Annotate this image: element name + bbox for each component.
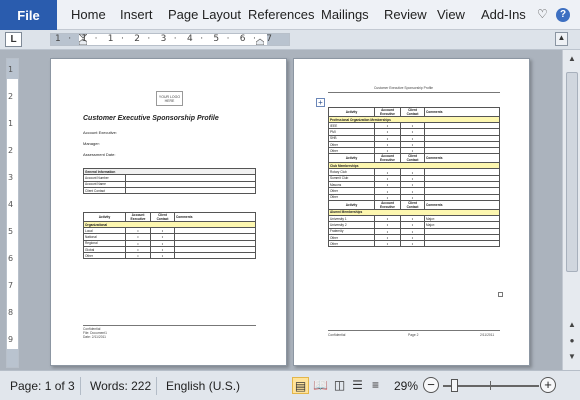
table-cell: Other: [329, 141, 375, 147]
tab-home[interactable]: Home: [71, 7, 106, 22]
right-indent-marker[interactable]: [256, 34, 264, 45]
ruler-tick-label: 2: [134, 34, 140, 44]
table-cell: •: [126, 253, 151, 259]
ruler-tick-label: ·: [121, 34, 124, 44]
ruler-tick-label: 6: [239, 34, 246, 44]
document-title: Customer Executive Sponsorship Profile: [83, 115, 219, 122]
table-cell: Global: [84, 246, 126, 252]
page-header-text: Customer Executive Sponsorship Profile: [374, 86, 434, 90]
draft-icon[interactable]: ≡: [371, 378, 379, 392]
table-header: Activity: [329, 200, 375, 209]
ruler-tick-label: 8: [8, 308, 14, 317]
table-cell: •: [375, 182, 401, 188]
zoom-slider-thumb[interactable]: [451, 379, 458, 392]
ruler-tick-label: ·: [147, 34, 151, 44]
ruler-tick-label: ·: [253, 34, 256, 44]
web-layout-icon[interactable]: ◫: [333, 378, 346, 392]
footer-text: Date: 2/11/2011: [83, 335, 106, 339]
table-cell: Fraternity: [329, 228, 375, 234]
table-cell: •: [375, 234, 401, 240]
tab-review[interactable]: Review: [384, 7, 427, 22]
ruler-tick-label: 7: [266, 34, 272, 44]
table-move-handle-icon[interactable]: +: [316, 98, 325, 107]
tab-add-ins[interactable]: Add-Ins: [481, 7, 526, 22]
page-count[interactable]: Page: 1 of 3: [10, 379, 75, 393]
horizontal-ruler[interactable]: [50, 33, 290, 46]
section-row: Alumni Memberships: [329, 209, 500, 215]
ruler-tick-label: 1: [107, 34, 114, 44]
table-cell: •: [151, 253, 175, 259]
table-cell: SHB: [329, 135, 375, 141]
table-header: Activity: [84, 213, 126, 222]
vertical-scrollbar[interactable]: [562, 50, 580, 370]
ruler-tick-label: 3: [8, 173, 14, 182]
view-ruler-toggle[interactable]: ▲: [555, 32, 568, 46]
table-header: Comments: [425, 108, 500, 117]
table-cell: •: [401, 175, 425, 181]
table-cell: •: [401, 123, 425, 129]
table-resize-handle[interactable]: [498, 292, 503, 297]
table-header: Activity: [329, 154, 375, 163]
scrollbar-thumb[interactable]: [566, 72, 578, 272]
footer-text: File: Document1: [83, 331, 108, 335]
zoom-level[interactable]: 29%: [394, 379, 419, 393]
ruler-tick-label: 4: [187, 34, 193, 44]
table-cell: •: [401, 141, 425, 147]
print-layout-icon[interactable]: ▤: [292, 377, 309, 394]
tab-mailings[interactable]: Mailings: [321, 7, 369, 22]
ruler-tick-label: 3: [160, 34, 167, 44]
table-cell: •: [401, 188, 425, 194]
table-cell: PMI: [329, 129, 375, 135]
account-executive-line: Account Executive:: [83, 130, 118, 135]
ruler-tick-label: 6: [8, 254, 14, 263]
ruler-tick-label: 4: [8, 200, 14, 209]
ruler-tick-label: ·: [226, 34, 230, 44]
table-cell: •: [375, 188, 401, 194]
ruler-tick-label: 1: [8, 119, 14, 128]
table-cell: IEEE: [329, 123, 375, 129]
table-cell: Account Number: [84, 175, 126, 181]
section-row: Club Memberships: [329, 163, 500, 169]
table-cell: •: [401, 228, 425, 234]
table-cell: Other: [84, 253, 126, 259]
table-cell: Client Contact: [84, 187, 126, 193]
table-cell: •: [401, 194, 425, 200]
tab-stop-selector[interactable]: L: [5, 32, 22, 47]
table-cell: •: [375, 222, 401, 228]
table-cell: •: [375, 123, 401, 129]
ruler-tick-label: 2: [8, 92, 14, 101]
table-cell: •: [401, 148, 425, 154]
full-screen-reading-icon[interactable]: 📖: [313, 378, 328, 392]
next-page-icon[interactable]: ▼: [568, 352, 576, 361]
table-cell: •: [401, 182, 425, 188]
table-row: [329, 241, 500, 247]
ruler-tick-label: 1: [8, 65, 14, 74]
table-cell: •: [126, 234, 151, 240]
table-cell: Account Name: [84, 181, 126, 187]
table-cell: •: [375, 135, 401, 141]
outline-icon[interactable]: ☰: [352, 378, 363, 392]
tab-file[interactable]: File: [0, 0, 57, 30]
zoom-100-mark: [490, 381, 491, 390]
zoom-out-button[interactable]: −: [423, 377, 439, 393]
activity-table: [83, 212, 256, 259]
table-cell: •: [401, 234, 425, 240]
table-cell: •: [375, 175, 401, 181]
footer-date: 2/11/2011: [480, 333, 495, 337]
ruler-tick-label: 5: [213, 34, 220, 44]
table-header: Account Executive: [126, 213, 151, 222]
footer-rule: [328, 330, 500, 331]
previous-page-icon[interactable]: ▲: [568, 320, 576, 329]
divider: [80, 377, 81, 395]
table-cell: •: [151, 246, 175, 252]
scroll-up-icon[interactable]: ▲: [568, 54, 576, 63]
ruler-bar: [0, 30, 580, 50]
table-cell: •: [151, 240, 175, 246]
table-cell[interactable]: [425, 241, 500, 247]
divider: [156, 377, 157, 395]
zoom-in-button[interactable]: +: [540, 377, 556, 393]
general-information-table: [83, 168, 256, 194]
table-cell: •: [151, 228, 175, 234]
table-header: Client Contact: [151, 213, 175, 222]
assessment-date-line: Assessment Date:: [83, 152, 116, 157]
ruler-tick-label: 9: [8, 335, 14, 344]
table-cell: •: [375, 241, 401, 247]
table-header: Activity: [329, 108, 375, 117]
footer-text: Confidential: [83, 327, 101, 331]
section-row: Professional Organization Memberships: [329, 117, 500, 123]
table-cell: University 2: [329, 222, 375, 228]
table-cell: •: [401, 129, 425, 135]
table-cell: •: [375, 194, 401, 200]
footer-rule: [83, 325, 256, 326]
table-header: Account Executive: [375, 108, 401, 117]
heart-icon[interactable]: ♡: [537, 7, 548, 21]
tab-insert[interactable]: Insert: [120, 7, 153, 22]
tab-page-layout[interactable]: Page Layout: [168, 7, 242, 22]
section-row: Organizational: [84, 222, 256, 228]
ruler-tick-label: 7: [8, 281, 14, 290]
help-icon[interactable]: ?: [556, 8, 570, 22]
table-cell[interactable]: [126, 187, 256, 193]
table-cell: Other: [329, 241, 375, 247]
table-cell: Other: [329, 148, 375, 154]
header-rule: [328, 92, 500, 93]
ruler-tick-label: ·: [173, 34, 177, 44]
table-cell: University 1: [329, 215, 375, 221]
logo-placeholder: YOUR LOGO HERE: [156, 91, 183, 106]
table-cell: •: [401, 169, 425, 175]
ribbon-tab-bar: [0, 0, 580, 30]
status-bar: [0, 370, 580, 400]
table-cell: Local: [84, 228, 126, 234]
table-cell[interactable]: [175, 253, 256, 259]
ruler-tick-label: 2: [8, 146, 14, 155]
table-cell: •: [375, 148, 401, 154]
ruler-tick-label: 1: [55, 34, 61, 44]
table-cell: Summit Club: [329, 175, 375, 181]
table-cell: •: [126, 228, 151, 234]
footer-text: Confidential: [328, 333, 346, 337]
language-indicator[interactable]: English (U.S.): [166, 379, 241, 393]
bottom-margin-area: [7, 349, 18, 367]
table-header: Client Contact: [401, 154, 425, 163]
table-row: [84, 253, 256, 259]
table-cell: •: [401, 215, 425, 221]
table-cell: •: [401, 135, 425, 141]
table-cell[interactable]: Major:: [425, 222, 500, 228]
ruler-tick-label: ·: [200, 34, 204, 44]
ruler-tick-label: ·: [68, 34, 72, 44]
tab-references[interactable]: References: [248, 7, 315, 22]
table-cell: •: [375, 215, 401, 221]
table-cell[interactable]: Major:: [425, 215, 500, 221]
table-cell: •: [375, 228, 401, 234]
table-cell: Rotary Club: [329, 169, 375, 175]
table-cell: •: [401, 241, 425, 247]
table-cell: •: [126, 246, 151, 252]
ruler-tick-label: ·: [94, 34, 98, 44]
table-cell: National: [84, 234, 126, 240]
manager-line: Manager:: [83, 141, 100, 146]
table-cell: •: [151, 234, 175, 240]
table-cell: •: [375, 141, 401, 147]
vertical-ruler[interactable]: [6, 58, 19, 368]
table-header: Comments: [425, 200, 500, 209]
table-header: Client Contact: [401, 108, 425, 117]
table-header: Client Contact: [401, 200, 425, 209]
table-cell: Regional: [84, 240, 126, 246]
footer-page-number: Page 2: [408, 333, 419, 337]
document-page-2[interactable]: [293, 58, 530, 366]
table-header: Account Executive: [375, 200, 401, 209]
tab-view[interactable]: View: [437, 7, 465, 22]
table-cell: Masons: [329, 182, 375, 188]
table-header: Comments: [425, 154, 500, 163]
document-page-1[interactable]: [50, 58, 287, 366]
table-cell: •: [126, 240, 151, 246]
table-header: Account Executive: [375, 154, 401, 163]
ruler-tick-label: 1: [81, 34, 88, 44]
table-cell: •: [375, 129, 401, 135]
browse-object-icon[interactable]: ●: [569, 336, 575, 345]
ruler-tick-label: 5: [8, 227, 14, 236]
word-count[interactable]: Words: 222: [90, 379, 152, 393]
table-header: General Information: [84, 169, 256, 175]
professional-memberships-table: [328, 107, 500, 247]
table-cell: •: [401, 222, 425, 228]
table-cell: Other: [329, 188, 375, 194]
table-cell: Other: [329, 234, 375, 240]
table-cell: Other: [329, 194, 375, 200]
table-header: Comments: [175, 213, 256, 222]
table-cell: •: [375, 169, 401, 175]
